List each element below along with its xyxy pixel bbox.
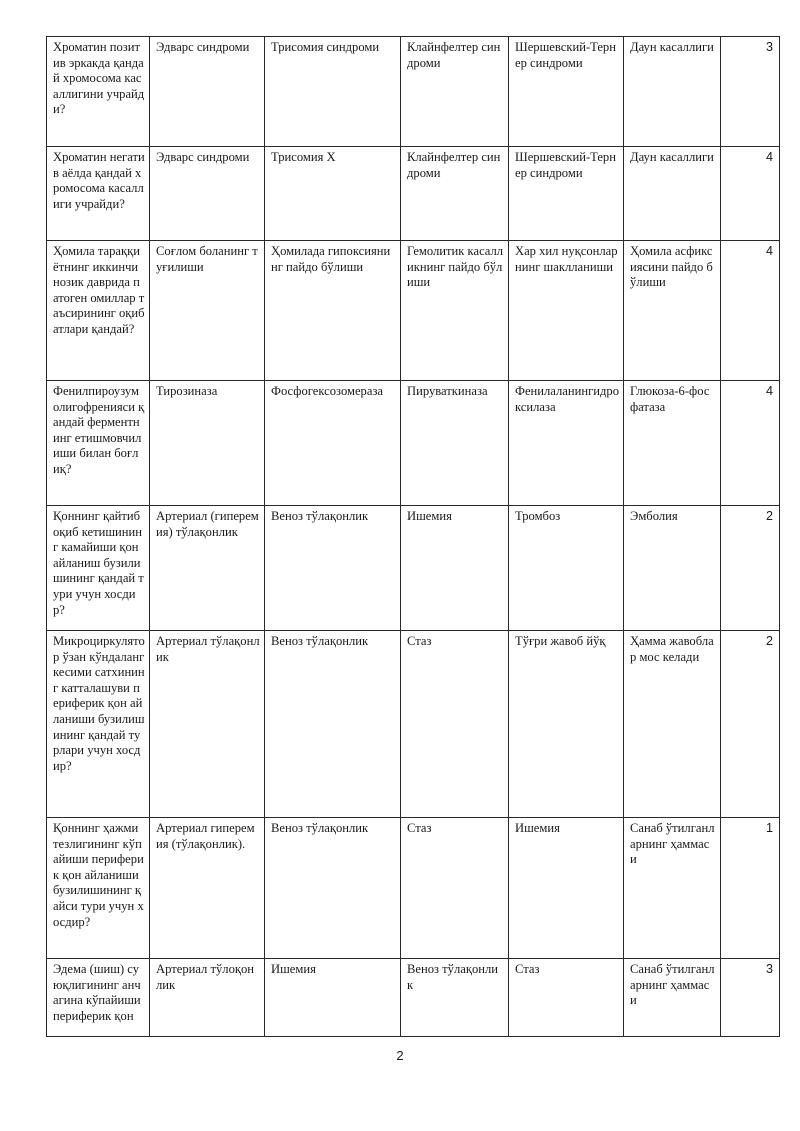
option-c-cell: Веноз тўлақонлик — [401, 959, 509, 1037]
quiz-table — [46, 36, 780, 1037]
option-c-cell: Клайнфелтер синдроми — [401, 147, 509, 241]
option-b-cell: Фосфогексозомераза — [265, 381, 401, 506]
option-e-cell: Даун касаллиги — [624, 147, 721, 241]
option-e-cell: Эмболия — [624, 506, 721, 631]
option-b-cell: Веноз тўлақонлик — [265, 818, 401, 959]
option-d-cell: Фенилаланингидроксилаза — [509, 381, 624, 506]
option-c-cell: Пируваткиназа — [401, 381, 509, 506]
question-cell: Ҳомила тараққиётнинг иккинчи нозик даврида патоген омиллар таъсирининг оқибатлари қандай? — [47, 241, 150, 381]
table-row — [47, 959, 780, 1037]
option-e-cell: Глюкоза-6-фосфатаза — [624, 381, 721, 506]
page-number: 2 — [396, 1048, 404, 1063]
option-d-cell: Стаз — [509, 959, 624, 1037]
answer-cell: 4 — [721, 147, 780, 241]
option-e-cell: Санаб ўтилганларнинг ҳаммаси — [624, 818, 721, 959]
option-d-cell: Хар хил нуқсонларнинг шаклланиши — [509, 241, 624, 381]
option-b-cell: Трисомия Х — [265, 147, 401, 241]
question-cell: Фенилпироузум олигофренияси қандай ферментнинг етишмовчилиши билан боғлиқ? — [47, 381, 150, 506]
option-d-cell: Тромбоз — [509, 506, 624, 631]
answer-cell: 3 — [721, 959, 780, 1037]
option-a-cell: Артериал (гиперемия) тўлақонлик — [150, 506, 265, 631]
option-a-cell: Артериал гиперемия (тўлақонлик). — [150, 818, 265, 959]
answer-cell: 2 — [721, 631, 780, 818]
option-a-cell: Эдварс синдроми — [150, 147, 265, 241]
option-d-cell: Ишемия — [509, 818, 624, 959]
answer-cell: 2 — [721, 506, 780, 631]
option-e-cell: Даун касаллиги — [624, 37, 721, 147]
option-b-cell: Трисомия синдроми — [265, 37, 401, 147]
question-cell: Хроматин негатив аёлда қандай хромосома касаллиги учрайди? — [47, 147, 150, 241]
option-d-cell: Шершевский-Тернер синдроми — [509, 147, 624, 241]
question-cell: Қоннинг ҳажми тезлигининг кўпайиши периферик қон айланиши бузилишининг қайси тури учун хосдир? — [47, 818, 150, 959]
option-e-cell: Санаб ўтилганларнинг ҳаммаси — [624, 959, 721, 1037]
option-a-cell: Эдварс синдроми — [150, 37, 265, 147]
answer-cell: 1 — [721, 818, 780, 959]
option-a-cell: Артериал тўлоқонлик — [150, 959, 265, 1037]
table-row — [47, 631, 780, 818]
question-cell: Хроматин позитив эркакда қандай хромосома касаллигини учрайди? — [47, 37, 150, 147]
question-cell: Эдема (шиш) суюқлигининг анчагина кўпайиши периферик қон — [47, 959, 150, 1037]
table-row — [47, 147, 780, 241]
option-b-cell: Ишемия — [265, 959, 401, 1037]
option-b-cell: Веноз тўлақонлик — [265, 506, 401, 631]
option-d-cell: Шершевский-Тернер синдроми — [509, 37, 624, 147]
option-b-cell: Веноз тўлақонлик — [265, 631, 401, 818]
option-d-cell: Тўғри жавоб йўқ — [509, 631, 624, 818]
answer-cell: 4 — [721, 241, 780, 381]
table-row — [47, 818, 780, 959]
question-cell: Қоннинг қайтиб оқиб кетишининг камайиши қон айланиш бузилишининг қандай тури учун хосдир? — [47, 506, 150, 631]
table-row — [47, 241, 780, 381]
option-a-cell: Соғлом боланинг туғилиши — [150, 241, 265, 381]
table-row — [47, 381, 780, 506]
option-c-cell: Клайнфелтер синдроми — [401, 37, 509, 147]
answer-cell: 4 — [721, 381, 780, 506]
option-c-cell: Ишемия — [401, 506, 509, 631]
option-c-cell: Стаз — [401, 631, 509, 818]
option-e-cell: Ҳомила асфиксиясини пайдо бўлиши — [624, 241, 721, 381]
option-e-cell: Ҳамма жавоблар мос келади — [624, 631, 721, 818]
answer-cell: 3 — [721, 37, 780, 147]
option-c-cell: Стаз — [401, 818, 509, 959]
option-c-cell: Гемолитик касалликнинг пайдо бўлиши — [401, 241, 509, 381]
table-row — [47, 37, 780, 147]
table-row — [47, 506, 780, 631]
option-a-cell: Тирозиназа — [150, 381, 265, 506]
option-b-cell: Ҳомилада гипоксиянинг пайдо бўлиши — [265, 241, 401, 381]
question-cell: Микроциркулятор ўзан кўндаланг кесими сатхининг катталашуви периферик қон айланиши бузилишининг қандай турлари учун хосдир? — [47, 631, 150, 818]
option-a-cell: Артериал тўлақонлик — [150, 631, 265, 818]
